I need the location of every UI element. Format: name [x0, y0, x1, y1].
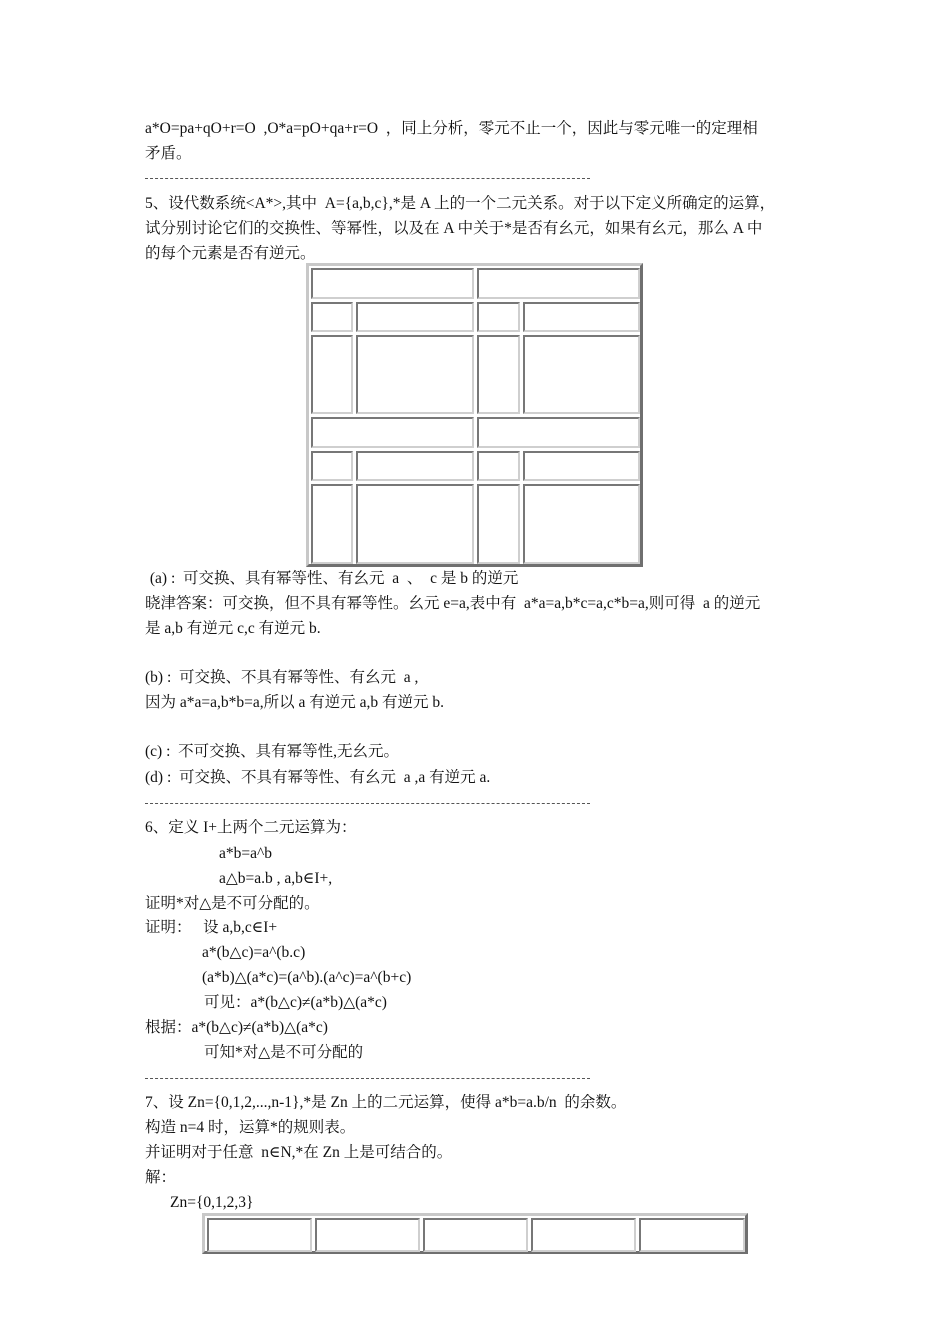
zn-table-cell	[207, 1218, 312, 1252]
table-cell	[311, 335, 353, 414]
zn-table-cell	[423, 1218, 528, 1252]
answer-b-note: 因为 a*a=a,b*b=a,所以 a 有逆元 a,b 有逆元 b.	[145, 694, 445, 711]
zn-table-cell	[531, 1218, 636, 1252]
table-c-header	[311, 417, 474, 448]
table-cell	[523, 302, 640, 332]
question-5-text: 5、设代数系统<A*>,其中 A={a,b,c},*是 A 上的一个二元关系。对于以下定义所确定的运算，	[145, 195, 776, 212]
answer-d: (d) : 可交换、不具有幂等性、有幺元 a ,a 有逆元 a.	[145, 769, 491, 786]
table-cell	[477, 335, 520, 414]
answer-b: (b) : 可交换、不具有幂等性、有幺元 a ,	[145, 669, 419, 686]
table-d-header	[477, 417, 640, 448]
zn-table-cell	[315, 1218, 420, 1252]
question-7-text: 并证明对于任意 n∈N,*在 Zn 上是可结合的。	[145, 1144, 453, 1161]
table-cell	[356, 484, 474, 564]
proof-line: a*(b△c)=a^(b.c)	[202, 944, 306, 961]
proof-line: (a*b)△(a*c)=(a^b).(a^c)=a^(b+c)	[202, 969, 412, 986]
text-line: 矛盾。	[145, 145, 192, 162]
proof-line: 根据：a*(b△c)≠(a*b)△(a*c)	[145, 1019, 328, 1036]
question-5-text: 的每个元素是否有逆元。	[145, 245, 316, 262]
question-7-text: 7、设 Zn={0,1,2,...,n-1},*是 Zn 上的二元运算，使得 a*b=a.b/n 的余数。	[145, 1094, 627, 1111]
table-cell	[311, 302, 353, 332]
answer-c: (c) : 不可交换、具有幂等性,无幺元。	[145, 743, 400, 760]
question-7-text: 解：	[145, 1169, 177, 1186]
proof-line: 可知*对△是不可分配的	[204, 1044, 364, 1061]
formula: a△b=a.b , a,b∈I+,	[219, 870, 333, 887]
table-b-header	[477, 268, 640, 299]
table-cell	[356, 451, 474, 481]
question-7-text: 构造 n=4 时，运算*的规则表。	[145, 1119, 356, 1136]
table-cell	[477, 484, 520, 564]
answer-a-note: 晓津答案：可交换，但不具有幂等性。幺元 e=a,表中有 a*a=a,b*c=a,c*b=a,则可得 a 的逆元	[145, 595, 761, 612]
table-cell	[311, 484, 353, 564]
separator	[145, 178, 590, 179]
operation-tables-frame	[306, 263, 643, 567]
text-line: a*O=pa+qO+r=O ,O*a=pO+qa+r=O ，同上分析，零元不止一个，因此与零元唯一的定理相	[145, 120, 758, 137]
table-a-header	[311, 268, 474, 299]
table-cell	[356, 335, 474, 414]
table-cell	[356, 302, 474, 332]
table-cell	[523, 484, 640, 564]
formula: Zn={0,1,2,3}	[170, 1194, 254, 1211]
table-cell	[477, 302, 520, 332]
table-cell	[523, 451, 640, 481]
answer-a: (a) : 可交换、具有幂等性、有幺元 a 、 c 是 b 的逆元	[146, 570, 519, 587]
proof-line: 可见：a*(b△c)≠(a*b)△(a*c)	[204, 994, 387, 1011]
question-6-text: 6、定义 I+上两个二元运算为：	[145, 819, 357, 836]
proof-line: 证明： 设 a,b,c∈I+	[145, 919, 278, 936]
table-cell	[311, 451, 353, 481]
table-cell	[523, 335, 640, 414]
question-6-text: 证明*对△是不可分配的。	[145, 895, 320, 912]
table-cell	[477, 451, 520, 481]
zn-table	[202, 1213, 748, 1254]
separator	[145, 803, 590, 804]
formula: a*b=a^b	[219, 845, 273, 862]
answer-a-note: 是 a,b 有逆元 c,c 有逆元 b.	[145, 620, 321, 637]
question-5-text: 试分别讨论它们的交换性、等幂性，以及在 A 中关于*是否有幺元，如果有幺元，那么 A 中	[145, 220, 763, 237]
zn-table-cell	[639, 1218, 745, 1252]
separator	[145, 1078, 590, 1079]
